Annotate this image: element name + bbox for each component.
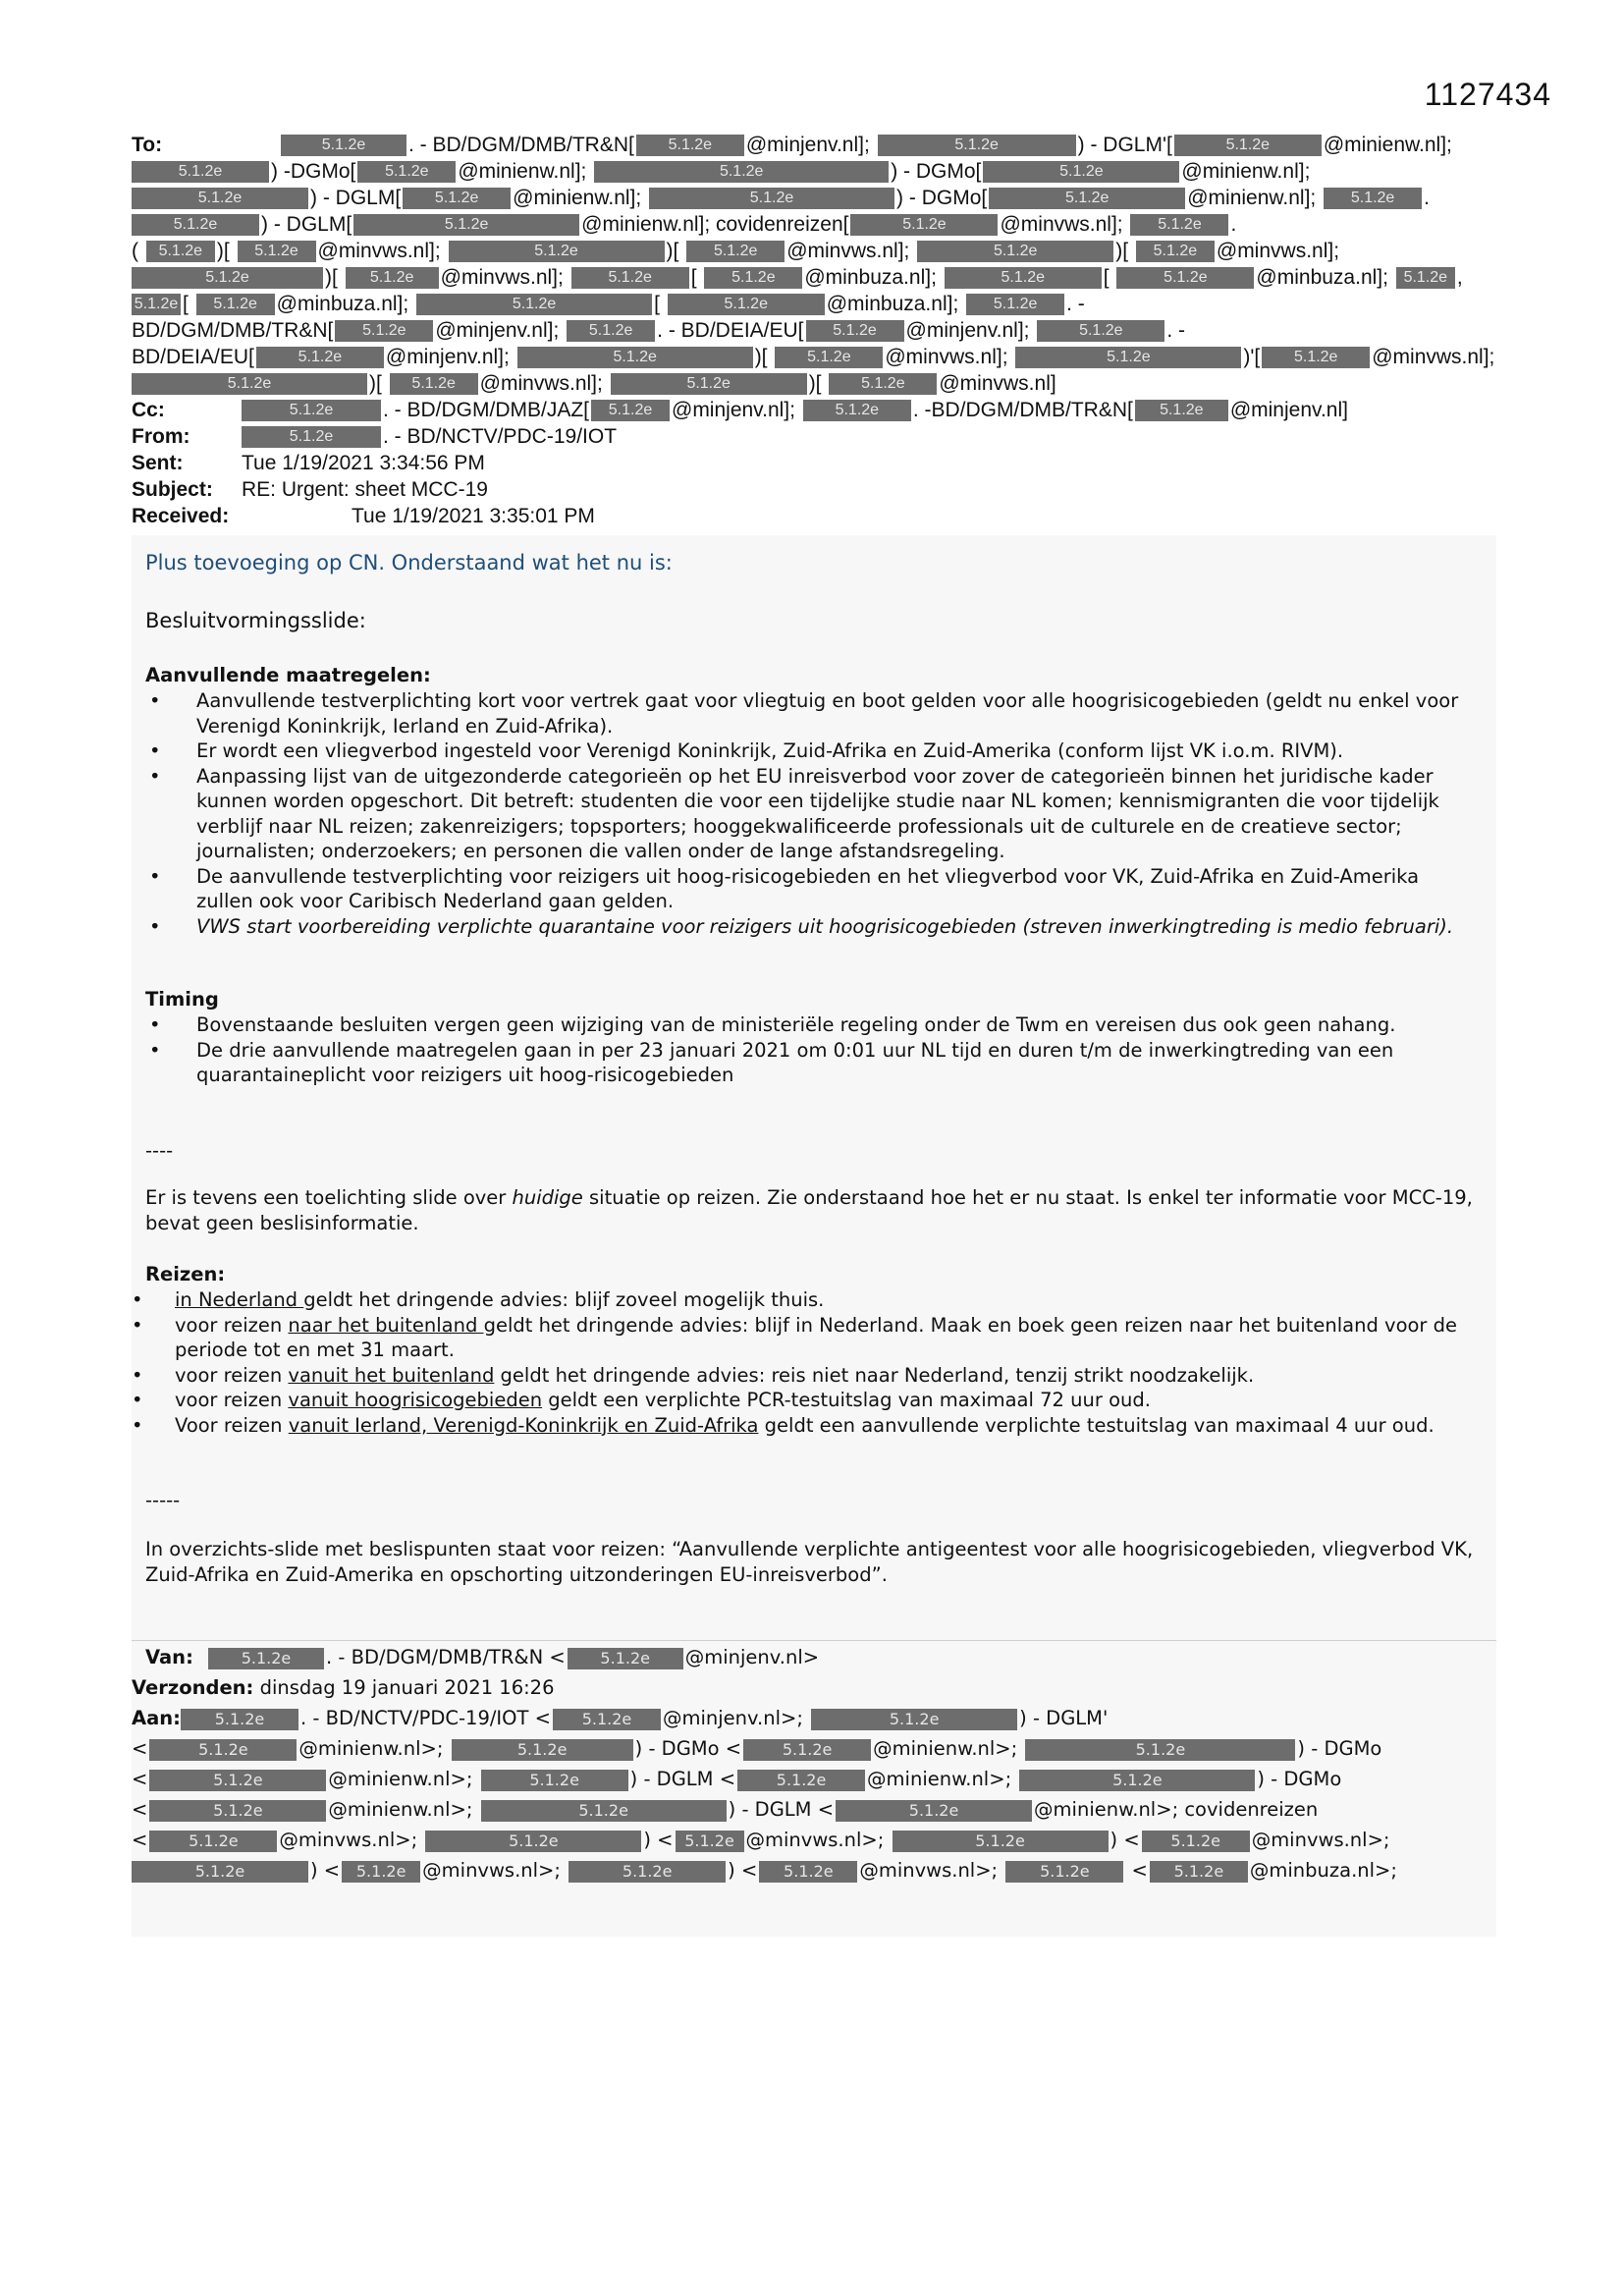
redaction-box: 5.1.2e (1174, 135, 1322, 156)
redaction-box: 5.1.2e (1150, 1861, 1248, 1883)
redaction-box: 5.1.2e (481, 1770, 628, 1791)
subject-value: RE: Urgent: sheet MCC-19 (242, 478, 488, 501)
slide-title: Besluitvormingsslide: (145, 609, 366, 632)
redaction-box: 5.1.2e (132, 294, 181, 315)
subject-line (132, 476, 1506, 503)
redaction-box: 5.1.2e (449, 241, 665, 262)
redaction-box: 5.1.2e (983, 161, 1179, 183)
redaction-box: 5.1.2e (238, 241, 316, 262)
redaction-box: 5.1.2e (966, 294, 1064, 315)
redaction-box: 5.1.2e (132, 373, 367, 395)
redaction-box: 5.1.2e (149, 1770, 326, 1791)
list-item: • De aanvullende testverplichting voor reizigers uit hoog-risicogebieden en het vliegverbod voor VK, Zuid-Afrika en Zuid-Amerika zullen ook voor Caribisch Nederland gaan gelden. (145, 864, 1461, 914)
redaction-box: 5.1.2e (256, 347, 384, 368)
redaction-box: 5.1.2e (1025, 1739, 1295, 1761)
list-item: • Aanpassing lijst van de uitgezonderde categorieën op het EU inreisverbod voor zover de categorieën binnen het juridische kader kunnen worden opgeschort. Dit betreft: studenten die voor een tijdelijke studie naar NL komen; kennismigranten die voor tijdelijk verblijf naar NL reizen; zakenreizigers; topsporters; hooggekwalificeerde professionals uit de culturele en de creatieve sector; journalisten; onderzoekers; en personen die vallen onder de lange afstandsregeling. (145, 764, 1461, 864)
redaction-box: 5.1.2e (281, 135, 406, 156)
redaction-box: 5.1.2e (357, 161, 456, 183)
redaction-box: 5.1.2e (611, 373, 807, 395)
intro-text: Plus toevoeging op CN. Onderstaand wat het nu is: (145, 551, 673, 574)
redaction-box: 5.1.2e (571, 267, 689, 289)
redaction-box: 5.1.2e (208, 1648, 324, 1669)
toelichting-paragraph: Er is tevens een toelichting slide over huidige situatie op reizen. Zie onderstaand hoe het er nu staat. Is enkel ter informatie voor MCC-19, bevat geen beslisinformatie. (145, 1186, 1473, 1234)
section-timing-title: Timing (145, 988, 219, 1011)
redaction-box: 5.1.2e (568, 1861, 726, 1883)
subject-label: Subject: (132, 478, 213, 501)
from-line: From: 5.1.2e . - BD/NCTV/PDC-19/IOT (132, 425, 618, 448)
redaction-box: 5.1.2e (594, 161, 889, 183)
redaction-box: 5.1.2e (989, 188, 1185, 209)
redaction-box: 5.1.2e (568, 1648, 683, 1669)
sent-label: Sent: (132, 452, 184, 474)
redaction-box: 5.1.2e (132, 267, 323, 289)
cc-line: Cc: 5.1.2e . - BD/DGM/DMB/JAZ[ 5.1.2e @minjenv.nl]; 5.1.2e . -BD/DGM/DMB/TR&N[ 5.1.2e @minjenv.nl] (132, 399, 1348, 421)
redaction-box: 5.1.2e (743, 1739, 871, 1761)
redaction-box: 5.1.2e (403, 188, 511, 209)
redaction-box: 5.1.2e (803, 400, 911, 421)
list-item: • voor reizen vanuit hoogrisicogebieden geldt een verplichte PCR-testuitslag van maximaal 72 uur oud. (132, 1388, 1467, 1413)
from-label: From: (132, 425, 190, 448)
reizen-list (132, 1287, 1467, 1438)
list-item: • Voor reizen vanuit Ierland, Verenigd-Koninkrijk en Zuid-Afrika geldt een aanvullende verplichte testuitslag van maximaal 4 uur oud. (132, 1413, 1467, 1439)
redaction-box: 5.1.2e (917, 241, 1113, 262)
sent-value: Tue 1/19/2021 3:34:56 PM (242, 452, 485, 474)
redaction-box: 5.1.2e (553, 1709, 661, 1730)
received-line (132, 503, 1506, 529)
timing-list (145, 1012, 1461, 1088)
redaction-box: 5.1.2e (132, 188, 308, 209)
redaction-box: 5.1.2e (1130, 214, 1228, 236)
list-item: • Bovenstaande besluiten vergen geen wijziging van de ministeriële regeling onder de Twm en vereisen dus ook geen nahang. (145, 1012, 1461, 1038)
redaction-box: 5.1.2e (567, 320, 655, 342)
redaction-box: 5.1.2e (1262, 347, 1370, 368)
list-item: • VWS start voorbereiding verplichte quarantaine voor reizigers uit hoogrisicogebieden (streven inwerkingtreding is medio februari). (145, 914, 1461, 940)
overzicht-paragraph: In overzichts-slide met beslispunten staat voor reizen: “Aanvullende verplichte antigeentest voor alle hoogrisicogebieden, vliegverbod VK, Zuid-Afrika en Zuid-Amerika en opschorting uitzonderingen EU-inreisverbod”. (145, 1538, 1474, 1586)
redaction-box: 5.1.2e (1136, 241, 1215, 262)
redaction-box: 5.1.2e (1116, 267, 1254, 289)
redaction-box: 5.1.2e (1019, 1770, 1255, 1791)
redaction-box: 5.1.2e (242, 400, 381, 421)
document-number: 1127434 (1424, 77, 1551, 112)
redaction-box: 5.1.2e (591, 400, 670, 421)
redaction-box: 5.1.2e (1396, 267, 1455, 289)
redaction-box: 5.1.2e (452, 1739, 633, 1761)
redaction-box: 5.1.2e (342, 1861, 420, 1883)
list-item: • Aanvullende testverplichting kort voor vertrek gaat voor vliegtuig en boot gelden voor alle hoogrisicogebieden (geldt nu enkel voor Verenigd Koninkrijk, Ierland en Zuid-Afrika). (145, 688, 1461, 738)
separator: ---- (145, 1139, 174, 1162)
to-label: To: (132, 134, 163, 156)
verzonden-label: Verzonden: (132, 1676, 254, 1699)
sent-line (132, 450, 1506, 476)
aan-line-1: Aan: 5.1.2e . - BD/NCTV/PDC-19/IOT < 5.1.2e @minjenv.nl>; 5.1.2e ) - DGLM' (132, 1703, 1496, 1733)
redaction-box: 5.1.2e (149, 1800, 326, 1822)
redaction-box: 5.1.2e (836, 1800, 1032, 1822)
redaction-box: 5.1.2e (149, 1739, 297, 1761)
email-header: To: 5.1.2e . - BD/DGM/DMB/TR&N[ 5.1.2e @minjenv.nl]; 5.1.2e ) - DGLM'[ 5.1.2e @minienw.nl]; 5.1.2e ) -DGMo[ 5.1.2e @minienw.nl]; 5.1.2e ) - DGMo[ 5.1.2e @minienw.nl]; 5.1.2e ) - DGLM[ 5.1.2e @minienw.nl]; 5.1.2e ) - DGMo[ 5.1.2e @minienw.nl]; 5.1.2e . 5.1.2e ) - DGLM[ 5.1.2e @minienw.nl]; covidenreizen[ 5.1.2e @minvws.nl]; 5.1.2e . ( 5.1.2e )[ 5.1.2e @minvws.nl]; 5.1.2e )[ 5.1.2e @minvws.nl]; 5.1.2e )[ 5.1.2e @minvws.nl]; 5.1.2e )[ 5.1.2e @minvws.nl]; 5.1.2e [ 5.1.2e @minbuza.nl]; 5.1.2e [ 5.1.2e @minbuza.nl]; 5.1.2e , 5.1.2e [ 5.1.2e @minbuza.nl]; 5.1.2e [ 5.1.2e @minbuza.nl]; 5.1.2e . - BD/DGM/DMB/TR&N[ 5.1.2e @minjenv.nl]; 5.1.2e . - BD/DEIA/EU[ 5.1.2e @minjenv.nl]; 5.1.2e . - BD/DEIA/EU[ 5.1.2e @minjenv.nl]; 5.1.2e )[ 5.1.2e @minvws.nl]; 5.1.2e )'[ 5.1.2e @minvws.nl]; 5.1.2e )[ 5.1.2e @minvws.nl]; 5.1.2e )[ 5.1.2e @minvws.nl] Cc: 5.1.2e . - BD/DGM/DMB/JAZ[ 5.1.2e @minjenv.nl]; 5.1.2e . -BD/DGM/DMB/TR&N[ 5.1.2e @minjenv.nl] From: 5.1.2e . - BD/NCTV/PDC-19/IOT Sent: Tue 1/19/2021 3:34:56 PM Subject: RE: Urgent: sheet MCC-19 Received: Tue 1/19/2021 3:35:01 PM (132, 132, 1506, 529)
redaction-box: 5.1.2e (806, 320, 904, 342)
redaction-box: 5.1.2e (132, 161, 269, 183)
redaction-box: 5.1.2e (850, 214, 998, 236)
aanvullende-maatregelen-list (145, 688, 1461, 939)
redaction-box: 5.1.2e (1015, 347, 1241, 368)
redaction-box: 5.1.2e (517, 347, 753, 368)
redaction-box: 5.1.2e (649, 188, 894, 209)
forwarded-header: Van: 5.1.2e . - BD/DGM/DMB/TR&N < 5.1.2e @minjenv.nl> Verzonden: dinsdag 19 januari 2021 16:26 Aan: 5.1.2e . - BD/NCTV/PDC-19/IOT < 5.1.2e @minjenv.nl>; 5.1.2e ) - DGLM' < 5.1.2e @minienw.nl>; 5.1.2e ) - DGMo < 5.1.2e @minienw.nl>; 5.1.2e ) - DGMo < 5.1.2e @minienw.nl>; 5.1.2e ) - DGLM < 5.1.2e @minienw.nl>; 5.1.2e ) - DGMo < 5.1.2e @minienw.nl>; 5.1.2e ) - DGLM < 5.1.2e @minienw.nl>; covidenreizen < 5.1.2e @minvws.nl>; 5.1.2e ) < 5.1.2e @minvws.nl>; 5.1.2e ) < 5.1.2e @minvws.nl>; 5.1.2e ) < 5.1.2e @minvws.nl>; 5.1.2e ) < 5.1.2e @minvws.nl>; 5.1.2e < 5.1.2e @minbuza.nl>; (132, 1642, 1496, 1937)
verzonden-line (132, 1672, 1496, 1703)
redaction-box: 5.1.2e (425, 1831, 641, 1852)
cc-label: Cc: (132, 399, 165, 421)
redaction-box: 5.1.2e (335, 320, 433, 342)
separator: ----- (145, 1489, 181, 1511)
divider (132, 1640, 1496, 1641)
list-item: • Er wordt een vliegverbod ingesteld voor Verenigd Koninkrijk, Zuid-Afrika en Zuid-Amerika (conform lijst VK i.o.m. RIVM). (145, 738, 1461, 764)
redaction-box: 5.1.2e (829, 373, 937, 395)
list-item: • voor reizen vanuit het buitenland geldt het dringende advies: reis niet naar Nederland, tenzij strikt noodzakelijk. (132, 1363, 1467, 1389)
redaction-box: 5.1.2e (132, 1861, 308, 1883)
redaction-box: 5.1.2e (737, 1770, 865, 1791)
redaction-box: 5.1.2e (481, 1800, 727, 1822)
redaction-box: 5.1.2e (811, 1709, 1017, 1730)
verzonden-value: dinsdag 19 januari 2021 16:26 (259, 1676, 555, 1699)
van-label: Van: (145, 1646, 193, 1668)
van-line: Van: 5.1.2e . - BD/DGM/DMB/TR&N < 5.1.2e @minjenv.nl> (132, 1642, 1496, 1672)
redaction-box: 5.1.2e (346, 267, 439, 289)
redaction-box: 5.1.2e (636, 135, 744, 156)
redaction-box: 5.1.2e (945, 267, 1102, 289)
redaction-box: 5.1.2e (1037, 320, 1164, 342)
redaction-box: 5.1.2e (146, 241, 215, 262)
redaction-box: 5.1.2e (1135, 400, 1228, 421)
list-item: • voor reizen naar het buitenland geldt het dringende advies: blijf in Nederland. Maak en boek geen reizen naar het buitenland voor de periode tot en met 31 maart. (132, 1313, 1467, 1363)
section-aanvullende-maatregelen-title: Aanvullende maatregelen: (145, 664, 431, 686)
list-item: • De drie aanvullende maatregelen gaan in per 23 januari 2021 om 0:01 uur NL tijd en duren t/m de inwerkingtreding van een quarantaineplicht voor reizigers uit hoog-risicogebieden (145, 1038, 1461, 1088)
redaction-box: 5.1.2e (1142, 1831, 1250, 1852)
section-reizen-title: Reizen: (145, 1263, 226, 1285)
redaction-box: 5.1.2e (878, 135, 1076, 156)
redaction-box: 5.1.2e (775, 347, 883, 368)
redaction-box: 5.1.2e (1005, 1861, 1123, 1883)
redaction-box: 5.1.2e (353, 214, 579, 236)
redaction-box: 5.1.2e (686, 241, 785, 262)
redaction-box: 5.1.2e (181, 1709, 298, 1730)
received-label: Received: (132, 505, 230, 527)
redaction-box: 5.1.2e (149, 1831, 277, 1852)
redaction-box: 5.1.2e (668, 294, 825, 315)
aan-label: Aan: (132, 1707, 181, 1729)
redaction-box: 5.1.2e (196, 294, 275, 315)
redaction-box: 5.1.2e (1324, 188, 1422, 209)
redaction-box: 5.1.2e (242, 426, 381, 448)
redaction-box: 5.1.2e (704, 267, 802, 289)
redaction-box: 5.1.2e (893, 1831, 1109, 1852)
redaction-box: 5.1.2e (759, 1861, 857, 1883)
received-value: Tue 1/19/2021 3:35:01 PM (352, 505, 595, 527)
redaction-box: 5.1.2e (676, 1831, 744, 1852)
redaction-box: 5.1.2e (416, 294, 652, 315)
redaction-box: 5.1.2e (132, 214, 259, 236)
redaction-box: 5.1.2e (390, 373, 478, 395)
to-line-1: To: 5.1.2e . - BD/DGM/DMB/TR&N[ 5.1.2e @minjenv.nl]; 5.1.2e ) - DGLM'[ 5.1.2e @minienw.nl]; (132, 134, 1452, 156)
list-item: • in Nederland geldt het dringende advies: blijf zoveel mogelijk thuis. (132, 1287, 1467, 1313)
